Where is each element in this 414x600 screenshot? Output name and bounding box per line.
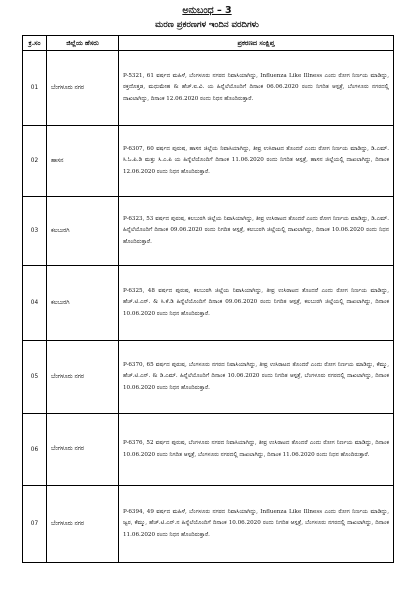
header-summary: ಪ್ರಕರಣದ ಸಂಕ್ಷಿಪ್ತ [119, 36, 394, 51]
table-row [23, 266, 394, 341]
row-description: P-6323, 53 ವರ್ಷದ ಪುರುಷ, ಕಲಬುರಗಿ ಜಿಲ್ಲೆಯ ನಿವಾಸಿಯಾಗಿದ್ದು, ತೀವ್ರ ಉಸಿರಾಟದ ತೊಂದರೆ ಎಂದು ರೋಗ ನಿರ್ಣಯ ಮಾಡಿದ್ದು, ಡಿ.ಎಮ್. ಹಿನ್ನೆಲೆಯೊಂದಿಗೆ ದಿನಾಂಕ 09.06.2020 ರಂದು ನಿಗದಿತ ಆಸ್ಪತ್ರೆ, ಕಲಬುರಗಿ ಜಿಲ್ಲೆಯಲ್ಲಿ ದಾಖಲಾಗಿದ್ದು, ದಿನಾಂಕ 10.06.2020 ರಂದು ನಿಧನ ಹೊಂದಿರುತ್ತಾರೆ. [119, 197, 394, 266]
death-cases-table [22, 35, 394, 563]
table-header-row [23, 36, 394, 51]
table-row [23, 126, 394, 197]
header-serial: ಕ್ರ.ಸಂ [23, 36, 47, 51]
row-serial: 05 [23, 341, 47, 414]
row-district: ಕಲಬುರಗಿ [47, 197, 119, 266]
table-row [23, 51, 394, 126]
row-serial: 01 [23, 51, 47, 126]
row-serial: 07 [23, 486, 47, 563]
row-district: ಬೆಂಗಳೂರು ನಗರ [47, 486, 119, 563]
row-description: P-6307, 60 ವರ್ಷದ ಪುರುಷ, ಹಾಸನ ಜಿಲ್ಲೆಯ ನಿವಾಸಿಯಾಗಿದ್ದು, ತೀವ್ರ ಉಸಿರಾಟದ ತೊಂದರೆ ಎಂದು ರೋಗ ನಿರ್ಣಯ ಮಾಡಿದ್ದು, ಡಿ.ಎಮ್. ಸಿ.ಓ.ಪಿ.ಡಿ ಮತ್ತು ಸಿ.ಎ.ಪಿ ಯ ಹಿನ್ನೆಲೆಯೊಂದಿಗೆ ದಿನಾಂಕ 11.06.2020 ರಂದು ನಿಗದಿತ ಆಸ್ಪತ್ರೆ, ಹಾಸನ ಜಿಲ್ಲೆಯಲ್ಲಿ ದಾಖಲಾಗಿದ್ದು, ದಿನಾಂಕ 12.06.2020 ರಂದು ನಿಧನ ಹೊಂದಿರುತ್ತಾರೆ. [119, 126, 394, 197]
row-description: P-6370, 65 ವರ್ಷದ ಪುರುಷ, ಬೆಂಗಳೂರು ನಗರದ ನಿವಾಸಿಯಾಗಿದ್ದು, ತೀವ್ರ ಉಸಿರಾಟದ ತೊಂದರೆ ಎಂದು ರೋಗ ನಿರ್ಣಯ ಮಾಡಿದ್ದು, ಕೆಮ್ಮು, ಹೆಚ್.ಟಿ.ಎನ್. & ಡಿ.ಎಮ್. ಹಿನ್ನೆಲೆಯೊಂದಿಗೆ ದಿನಾಂಕ 10.06.2020 ರಂದು ನಿಗದಿತ ಆಸ್ಪತ್ರೆ, ಬೆಂಗಳೂರು ನಗರದಲ್ಲಿ ದಾಖಲಾಗಿದ್ದು, ದಿನಾಂಕ 10.06.2020 ರಂದು ನಿಧನ ಹೊಂದಿರುತ್ತಾರೆ. [119, 341, 394, 414]
page-title: ಮರಣ ಪ್ರಕರಣಗಳ ಇಂದಿನ ವರದಿಗಳು [155, 20, 259, 30]
table-row [23, 486, 394, 563]
row-serial: 04 [23, 266, 47, 341]
row-serial: 03 [23, 197, 47, 266]
row-description: P-6325, 48 ವರ್ಷದ ಪುರುಷ, ಕಲಬುರಗಿ ಜಿಲ್ಲೆಯ ನಿವಾಸಿಯಾಗಿದ್ದು, ತೀವ್ರ ಉಸಿರಾಟದ ತೊಂದರೆ ಎಂದು ರೋಗ ನಿರ್ಣಯ ಮಾಡಿದ್ದು, ಹೆಚ್.ಟಿ.ಎನ್. & ಸಿ.ಕೆ.ಡಿ ಹಿನ್ನೆಲೆಯೊಂದಿಗೆ ದಿನಾಂಕ 09.06.2020 ರಂದು ನಿಗದಿತ ಆಸ್ಪತ್ರೆ, ಕಲಬುರಗಿ ಜಿಲ್ಲೆಯಲ್ಲಿ ದಾಖಲಾಗಿದ್ದು, ದಿನಾಂಕ 10.06.2020 ರಂದು ನಿಧನ ಹೊಂದಿರುತ್ತಾರೆ. [119, 266, 394, 341]
row-description: P-5321, 61 ವರ್ಷದ ಮಹಿಳೆ, ಬೆಂಗಳೂರು ನಗರದ ನಿವಾಸಿಯಾಗಿದ್ದು, Influenza Like Illness ಎಂದು ರೋಗ ನಿರ್ಣಯ ಮಾಡಿದ್ದು, ರಕ್ತದೊತ್ತಡ, ಮಧುಮೇಹ & ಹೆಚ್.ಐ.ವಿ. ಯ ಹಿನ್ನೆಲೆಯೊಂದಿಗೆ ದಿನಾಂಕ 06.06.2020 ರಂದು ನಿಗದಿತ ಆಸ್ಪತ್ರೆ, ಬೆಂಗಳೂರು ನಗರದಲ್ಲಿ ದಾಖಲಾಗಿದ್ದು, ದಿನಾಂಕ 12.06.2020 ರಂದು ನಿಧನ ಹೊಂದಿರುತ್ತಾರೆ. [119, 51, 394, 126]
table-row [23, 197, 394, 266]
header-district: ಜಿಲ್ಲೆಯ ಹೆಸರು [47, 36, 119, 51]
row-district: ಹಾಸನ [47, 126, 119, 197]
row-district: ಬೆಂಗಳೂರು ನಗರ [47, 51, 119, 126]
row-district: ಬೆಂಗಳೂರು ನಗರ [47, 341, 119, 414]
row-district: ಕಲಬುರಗಿ [47, 266, 119, 341]
annex-label: ಅನುಬಂಧ – 3 [182, 5, 232, 16]
table-row [23, 414, 394, 486]
row-district: ಬೆಂಗಳೂರು ನಗರ [47, 414, 119, 486]
row-serial: 06 [23, 414, 47, 486]
table-row [23, 341, 394, 414]
row-serial: 02 [23, 126, 47, 197]
row-description: P-6394, 49 ವರ್ಷದ ಮಹಿಳೆ, ಬೆಂಗಳೂರು ನಗರದ ನಿವಾಸಿಯಾಗಿದ್ದು, Influenza Like Illness ಎಂದು ರೋಗ ನಿರ್ಣಯ ಮಾಡಿದ್ದು, ಜ್ವರ, ಕೆಮ್ಮು, ಹೆಚ್.ಟಿ.ಎನ್.ನ ಹಿನ್ನೆಲೆಯೊಂದಿಗೆ ದಿನಾಂಕ 10.06.2020 ರಂದು ನಿಗದಿತ ಆಸ್ಪತ್ರೆ, ಬೆಂಗಳೂರು ನಗರದಲ್ಲಿ ದಾಖಲಾಗಿದ್ದು, ದಿನಾಂಕ 11.06.2020 ರಂದು ನಿಧನ ಹೊಂದಿರುತ್ತಾರೆ. [119, 486, 394, 563]
row-description: P-6376, 52 ವರ್ಷದ ಪುರುಷ, ಬೆಂಗಳೂರು ನಗರದ ನಿವಾಸಿಯಾಗಿದ್ದು, ತೀವ್ರ ಉಸಿರಾಟದ ತೊಂದರೆ ಎಂದು ರೋಗ ನಿರ್ಣಯ ಮಾಡಿದ್ದು, ದಿನಾಂಕ 10.06.2020 ರಂದು ನಿಗದಿತ ಆಸ್ಪತ್ರೆ, ಬೆಂಗಳೂರು ನಗರದಲ್ಲಿ ದಾಖಲಾಗಿದ್ದು, ದಿನಾಂಕ 11.06.2020 ರಂದು ನಿಧನ ಹೊಂದಿರುತ್ತಾರೆ. [119, 414, 394, 486]
